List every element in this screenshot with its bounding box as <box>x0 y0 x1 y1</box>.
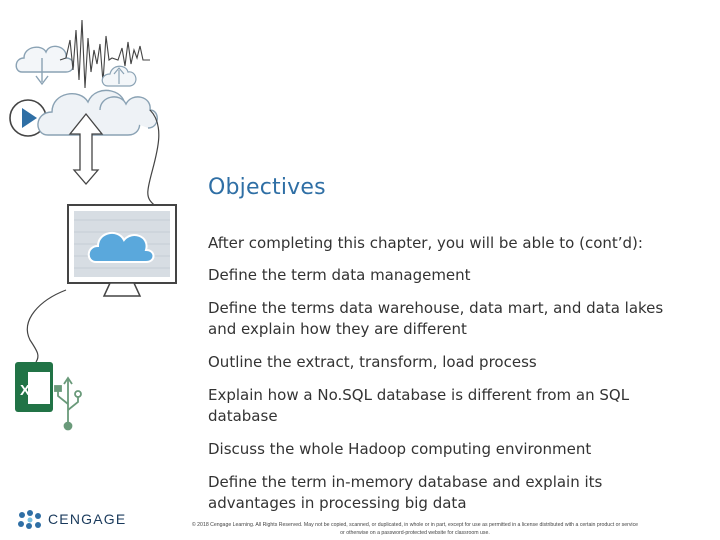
copyright-line-2: or otherwise on a password-protected website for classroom use. <box>340 530 490 536</box>
copyright-line-1: © 2018 Cengage Learning. All Rights Reserved. May not be copied, scanned, or duplicated, in whole or in part, except for use as permitted in a license distributed with a certain product or service <box>191 522 639 528</box>
cloud-upload-icon <box>102 66 136 86</box>
excel-icon <box>15 362 53 412</box>
usb-icon <box>55 378 81 430</box>
monitor-icon <box>68 205 176 296</box>
objective-item: Explain how a No.SQL database is different from an SQL database <box>208 386 630 425</box>
brand-name: CENGAGE <box>48 511 127 527</box>
cloud-computing-illustration <box>0 0 200 470</box>
svg-text:X: X <box>20 382 31 399</box>
objective-item: Define the term data management <box>208 266 471 284</box>
objective-item: Outline the extract, transform, load process <box>208 353 537 371</box>
objectives-list <box>208 233 688 526</box>
slide-title: Objectives <box>208 175 326 200</box>
objective-item: Define the terms data warehouse, data mart, and data lakes and explain how they are different <box>208 299 664 338</box>
objective-item: Define the term in-memory database and explain its advantages in processing big data <box>208 473 603 512</box>
objective-item: Discuss the whole Hadoop computing environment <box>208 440 592 458</box>
copyright-notice <box>120 521 710 537</box>
cable-line-2 <box>27 290 66 362</box>
cloud-download-icon <box>16 46 73 84</box>
intro-text: After completing this chapter, you will be able to (cont’d): <box>208 234 643 252</box>
